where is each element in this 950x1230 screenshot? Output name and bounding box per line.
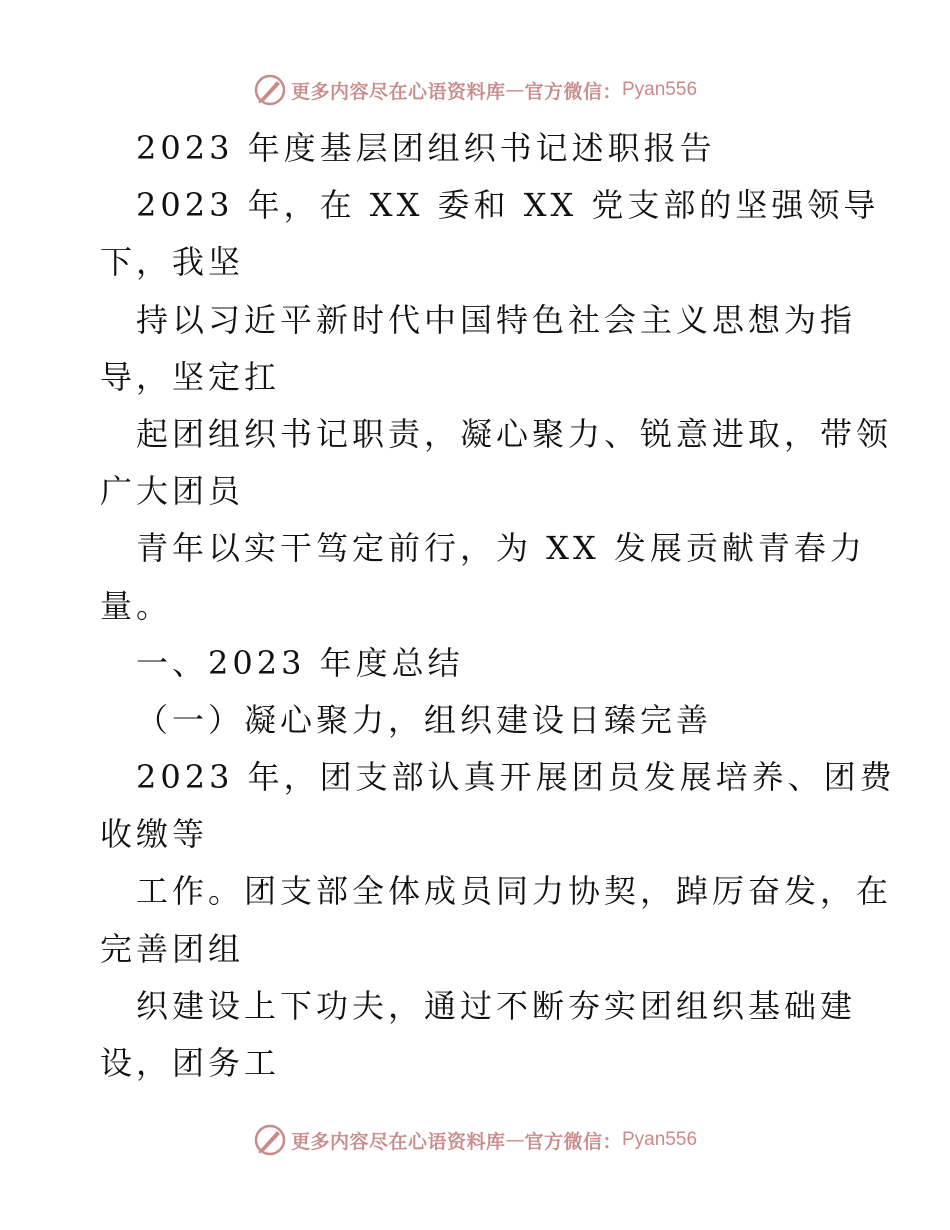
subsection-heading: （一）凝心聚力，组织建设日臻完善 (136, 700, 713, 739)
text-line: 广大团员 (100, 472, 245, 511)
quill-pen-logo-icon (253, 73, 287, 107)
text-line: 2023 年，团支部认真开展团员发展培养、团费 (136, 758, 896, 797)
header-watermark (0, 70, 950, 110)
text-line: 量。 (100, 586, 173, 625)
document-body (100, 120, 896, 1092)
text-line: 导，坚定扛 (100, 357, 281, 396)
watermark-promo-text: 更多内容尽在心语资料库 (290, 80, 506, 103)
text-line: 持以习近平新时代中国特色社会主义思想为指 (136, 300, 857, 339)
document-title: 2023 年度基层团组织书记述职报告 (136, 129, 716, 167)
watermark-promo-text: 更多内容尽在心语资料库 (290, 1130, 506, 1153)
text-line: 织建设上下功夫，通过不断夯实团组织基础建 (136, 986, 857, 1025)
text-line: 设，团务工 (100, 1044, 281, 1082)
text-line: 工作。团支部全体成员同力协契，踔厉奋发，在 (136, 872, 893, 911)
text-line: 青年以实干笃定前行，为 XX 发展贡献青春力 (136, 529, 866, 568)
text-line: 收缴等 (100, 815, 209, 854)
footer-watermark (0, 1120, 950, 1160)
text-line: 下，我坚 (100, 243, 245, 282)
section-heading: 一、2023 年度总结 (136, 643, 464, 682)
text-line: 起团组织书记职责，凝心聚力、锐意进取，带领 (136, 414, 893, 453)
text-line: 完善团组 (100, 929, 245, 968)
watermark-wechat-label: 官方微信： (524, 80, 622, 103)
text-line: 2023 年，在 XX 委和 XX 党支部的坚强领导 (136, 186, 880, 225)
watermark-separator: — (505, 1129, 525, 1151)
watermark-separator: — (505, 79, 525, 101)
watermark-wechat-id: Pyan556 (622, 79, 698, 100)
watermark-wechat-label: 官方微信： (524, 1130, 622, 1153)
watermark-wechat-id: Pyan556 (622, 1129, 698, 1150)
quill-pen-logo-icon (253, 1123, 287, 1157)
